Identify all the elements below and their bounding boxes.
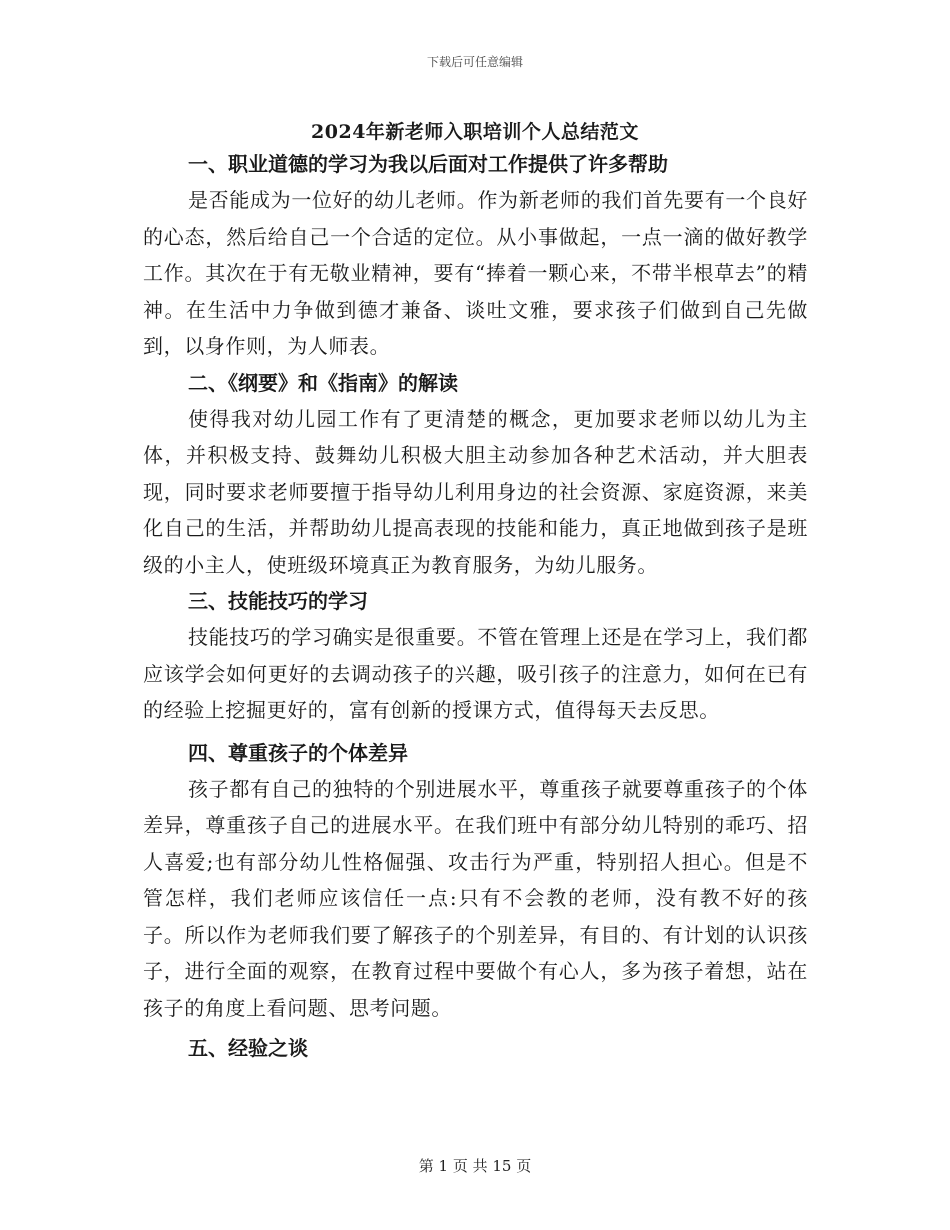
section-body-3: 技能技巧的学习确实是很重要。不管在管理上还是在学习上，我们都应该学会如何更好的去调动孩子的兴趣，吸引孩子的注意力，如何在已有的经验上挖掘更好的，富有创新的授课方式，值得每天去反思。 [143, 625, 808, 722]
section-heading-4: 四、尊重孩子的个体差异 [188, 740, 408, 765]
section-heading-3: 三、技能技巧的学习 [188, 589, 368, 613]
document-body [143, 146, 808, 1066]
section-body-2: 使得我对幼儿园工作有了更清楚的概念，更加要求老师以幼儿为主体，并积极支持、鼓舞幼儿积极大胆主动参加各种艺术活动，并大胆表现，同时要求老师要擅于指导幼儿利用身边的社会资源、家庭资源，来美化自己的生活，并帮助幼儿提高表现的技能和能力，真正地做到孩子是班级的小主人，使班级环境真正为教育服务，为幼儿服务。 [143, 406, 808, 577]
section-body-1: 是否能成为一位好的幼儿老师。作为新老师的我们首先要有一个良好的心态，然后给自己一个合适的定位。从小事做起，一点一滴的做好教学工作。其次在于有无敬业精神，要有“捧着一颗心来，不带半根草去”的精神。在生活中力争做到德才兼备、谈吐文雅，要求孩子们做到自己先做到，以身作则，为人师表。 [143, 188, 808, 358]
section-body-4: 孩子都有自己的独特的个别进展水平，尊重孩子就要尊重孩子的个体差异，尊重孩子自己的进展水平。在我们班中有部分幼儿特别的乖巧、招人喜爱;也有部分幼儿性格倔强、攻击行为严重，特别招人担心。但是不管怎样，我们老师应该信任一点:只有不会教的老师，没有教不好的孩子。所以作为老师我们要了解孩子的个别差异，有目的、有计划的认识孩子，进行全面的观察，在教育过程中要做个有心人，多为孩子着想，站在孩子的角度上看问题、思考问题。 [143, 776, 808, 1020]
section-heading-5: 五、经验之谈 [188, 1036, 308, 1060]
section-heading-2: 二、《纲要》和《指南》的解读 [188, 370, 458, 395]
document-title: 2024年新老师入职培训个人总结范文 [311, 121, 639, 143]
header-note: 下载后可任意编辑 [426, 55, 523, 69]
page-footer: 第 1 页 共 15 页 [418, 1157, 532, 1175]
section-heading-1: 一、职业道德的学习为我以后面对工作提供了许多帮助 [188, 152, 668, 176]
